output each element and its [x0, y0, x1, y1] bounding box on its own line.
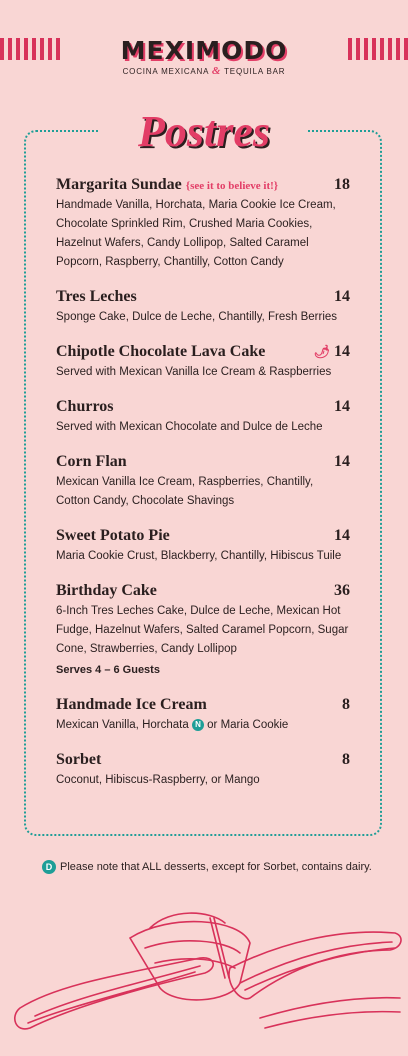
item-description: Sponge Cake, Dulce de Leche, Chantilly, Fresh Berries	[56, 311, 338, 323]
stripe-decoration-right	[348, 38, 408, 60]
dairy-badge-icon: D	[42, 860, 56, 874]
item-description: Handmade Vanilla, Horchata, Maria Cookie Ice Cream, Chocolate Sprinkled Rim, Crushed Maria Cookies, Hazelnut Wafers, Candy Lollipop, Salted Caramel Popcorn, Raspberry, Chantilly, Cotton Candy	[56, 199, 336, 268]
item-price: 8	[342, 751, 350, 768]
header	[0, 36, 408, 80]
churros-illustration	[0, 888, 408, 1056]
item-price: 18	[334, 176, 350, 193]
menu-item	[56, 527, 350, 566]
menu-item	[56, 176, 350, 272]
menu-item	[56, 288, 350, 327]
menu-item	[56, 398, 350, 437]
item-name: Birthday Cake	[56, 582, 157, 599]
item-price: 14	[334, 343, 350, 360]
item-description: 6-Inch Tres Leches Cake, Dulce de Leche, Mexican Hot Fudge, Hazelnut Wafers, Salted Caramel Popcorn, Sugar Cone, Strawberries, Candy Lollipop	[56, 605, 349, 655]
menu-items	[56, 176, 350, 806]
section-title: Postres	[138, 107, 270, 156]
chili-pepper-icon: 🌶	[313, 344, 330, 359]
item-description: Mexican Vanilla Ice Cream, Raspberries, Chantilly, Cotton Candy, Chocolate Shavings	[56, 476, 314, 507]
nut-badge-icon: N	[192, 719, 204, 731]
item-price: 14	[334, 288, 350, 305]
item-name: Sorbet	[56, 751, 102, 768]
menu-item	[56, 582, 350, 680]
item-price: 14	[334, 398, 350, 415]
item-name: Corn Flan	[56, 453, 127, 470]
item-name: Margarita Sundae	[56, 176, 182, 193]
menu-item	[56, 751, 350, 790]
item-price: 14	[334, 527, 350, 544]
item-note: {see it to believe it!}	[185, 180, 279, 192]
section-title-band	[100, 104, 308, 160]
item-price: 8	[342, 696, 350, 713]
item-name: Tres Leches	[56, 288, 137, 305]
item-name: Handmade Ice Cream	[56, 696, 207, 713]
item-description: Maria Cookie Crust, Blackberry, Chantilly, Hibiscus Tuile	[56, 550, 342, 562]
dairy-footnote: D Please note that ALL desserts, except for Sorbet, contains dairy.	[42, 860, 382, 874]
brand-tagline: COCINA MEXICANA & TEQUILA BAR	[122, 65, 286, 77]
item-description: Served with Mexican Chocolate and Dulce de Leche	[56, 421, 323, 433]
item-name: Sweet Potato Pie	[56, 527, 170, 544]
item-description: Mexican Vanilla, Horchata N or Maria Cookie	[56, 719, 289, 731]
item-price: 36	[334, 582, 350, 599]
menu-item	[56, 696, 350, 735]
item-description: Served with Mexican Vanilla Ice Cream & Raspberries	[56, 366, 332, 378]
item-name: Churros	[56, 398, 114, 415]
item-serves: Serves 4 – 6 Guests	[56, 664, 160, 676]
item-description: Coconut, Hibiscus-Raspberry, or Mango	[56, 774, 260, 786]
brand-logo: MEXIMODO	[120, 36, 288, 65]
menu-item	[56, 453, 350, 511]
item-name: Chipotle Chocolate Lava Cake	[56, 343, 266, 360]
menu-item	[56, 343, 350, 382]
item-price: 14	[334, 453, 350, 470]
